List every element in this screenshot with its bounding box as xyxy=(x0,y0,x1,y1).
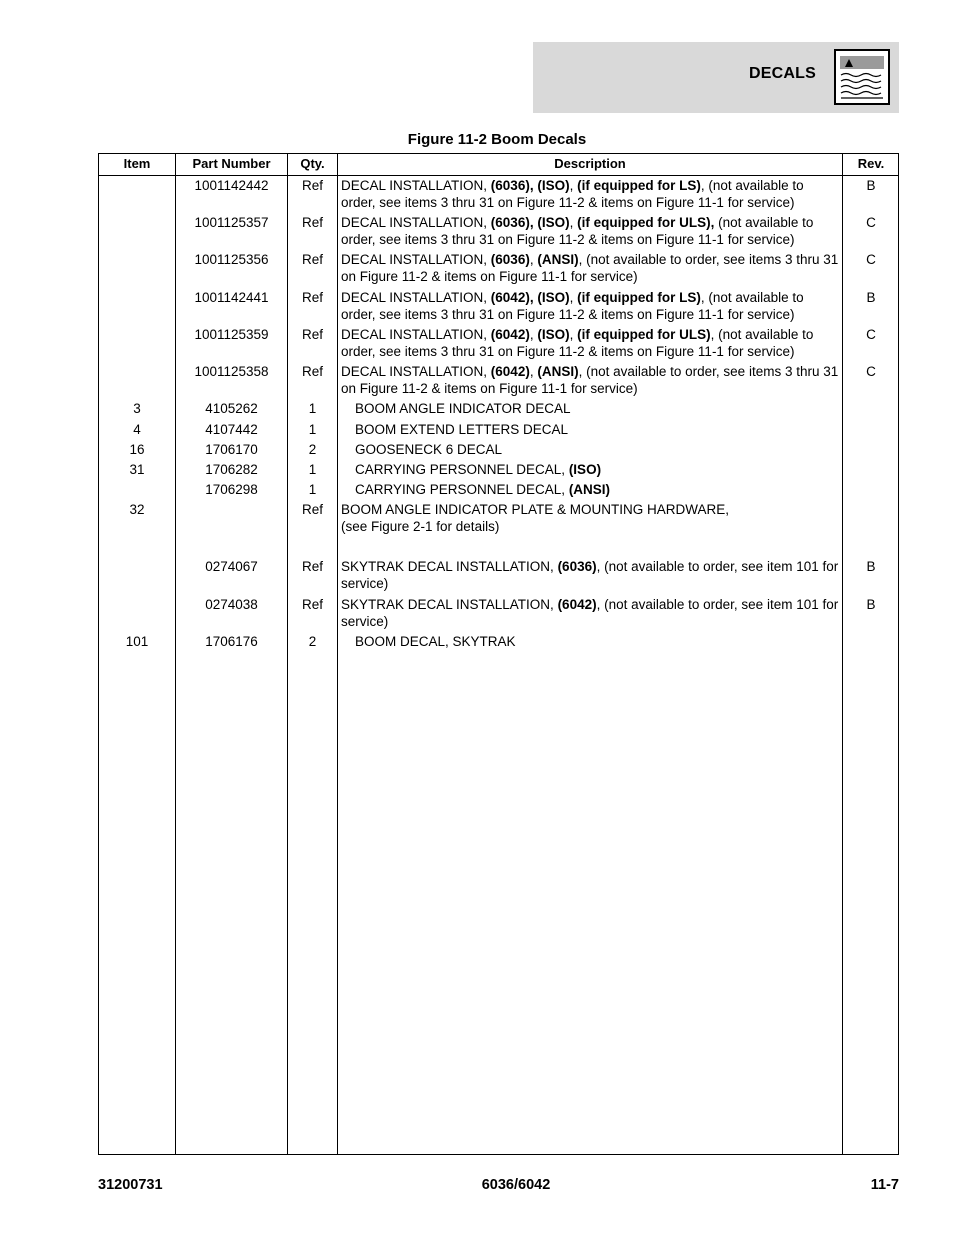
description-text: , xyxy=(569,290,578,305)
item-cell: 3 xyxy=(133,401,141,416)
qty-cell: Ref xyxy=(301,327,323,342)
description-text: DECAL INSTALLATION, xyxy=(341,290,491,305)
description-cell xyxy=(341,177,841,211)
description-text: CARRYING PERSONNEL DECAL, xyxy=(355,482,569,497)
description-text: CARRYING PERSONNEL DECAL, xyxy=(355,462,569,477)
description-emphasis: (6036), (ISO) xyxy=(490,215,570,230)
description-text: , xyxy=(529,327,538,342)
description-text: BOOM DECAL, SKYTRAK xyxy=(355,634,516,649)
qty-cell: Ref xyxy=(301,364,323,379)
header-rev: Rev. xyxy=(857,156,885,171)
column-divider xyxy=(337,154,338,1154)
part-number-cell: 1706170 xyxy=(205,442,258,457)
qty-cell: Ref xyxy=(301,290,323,305)
description-text: , xyxy=(569,327,578,342)
description-text: GOOSENECK 6 DECAL xyxy=(355,442,503,457)
part-number-cell: 1001125357 xyxy=(194,215,269,230)
description-text: (not available to order, see items 3 thru 31 on Figure 11-2 & items on Figure 11-1 for service) xyxy=(341,215,814,247)
description-emphasis: (6042) xyxy=(490,364,530,379)
part-number-cell: 4107442 xyxy=(205,422,258,437)
header-part-number: Part Number xyxy=(192,156,271,171)
table-header-row xyxy=(99,154,898,176)
rev-cell: B xyxy=(866,559,876,574)
description-cell xyxy=(355,441,841,458)
item-cell: 31 xyxy=(129,462,145,477)
description-text: DECAL INSTALLATION, xyxy=(341,327,491,342)
footer-page-number: 11-7 xyxy=(870,1177,899,1193)
description-emphasis: (6036), (ISO) xyxy=(490,178,570,193)
description-cell xyxy=(341,289,841,323)
header-qty: Qty. xyxy=(300,156,325,171)
part-number-cell: 1001125358 xyxy=(194,364,269,379)
item-cell: 101 xyxy=(125,634,149,649)
rev-cell: B xyxy=(866,290,876,305)
item-cell: 4 xyxy=(133,422,141,437)
decal-manual-icon xyxy=(834,49,890,105)
qty-cell: Ref xyxy=(301,252,323,267)
description-emphasis: (ANSI) xyxy=(537,252,579,267)
description-emphasis: (6036) xyxy=(557,559,597,574)
description-text: , (not available to order, see items 3 thru 31 on Figure 11-2 & items on Figure 11-1 for service) xyxy=(341,364,839,396)
part-number-cell: 4105262 xyxy=(205,401,258,416)
part-number-cell: 0274038 xyxy=(205,597,258,612)
description-text: DECAL INSTALLATION, xyxy=(341,178,491,193)
description-text: SKYTRAK DECAL INSTALLATION, xyxy=(341,559,558,574)
section-title: DECALS xyxy=(749,65,816,82)
item-cell: 32 xyxy=(129,502,145,517)
rev-cell: C xyxy=(866,252,876,267)
header-description: Description xyxy=(554,156,626,171)
description-emphasis: (6042) xyxy=(490,327,530,342)
description-emphasis: (ANSI) xyxy=(537,364,579,379)
qty-cell: Ref xyxy=(301,502,323,517)
description-text: , (not available to order, see items 3 thru 31 on Figure 11-2 & items on Figure 11-1 for service) xyxy=(341,290,804,322)
part-number-cell: 1706282 xyxy=(205,462,258,477)
qty-cell: 1 xyxy=(308,401,317,416)
description-text: , (not available to order, see items 3 thru 31 on Figure 11-2 & items on Figure 11-1 for service) xyxy=(341,252,839,284)
description-text: BOOM EXTEND LETTERS DECAL xyxy=(355,422,569,437)
description-cell xyxy=(355,481,841,498)
description-emphasis: (ANSI) xyxy=(568,482,611,497)
description-emphasis: (if equipped for LS) xyxy=(577,290,701,305)
footer-model: 6036/6042 xyxy=(481,1177,551,1193)
description-text: , xyxy=(529,252,538,267)
description-emphasis: (if equipped for ULS), xyxy=(577,215,715,230)
description-cell xyxy=(341,214,841,248)
description-cell xyxy=(341,596,841,630)
qty-cell: Ref xyxy=(301,215,323,230)
description-cell xyxy=(341,501,841,535)
part-number-cell: 1001142442 xyxy=(194,178,269,193)
description-cell xyxy=(355,400,841,417)
description-emphasis: (if equipped for LS) xyxy=(577,178,701,193)
section-header xyxy=(533,42,899,113)
parts-table xyxy=(98,153,899,1155)
description-text: , (not available to order, see item 101 for service) xyxy=(341,597,839,629)
description-text: DECAL INSTALLATION, xyxy=(341,252,491,267)
description-cell xyxy=(341,558,841,592)
rev-cell: B xyxy=(866,178,876,193)
rev-cell: B xyxy=(866,597,876,612)
description-text: DECAL INSTALLATION, xyxy=(341,215,491,230)
item-cell: 16 xyxy=(129,442,145,457)
description-text: BOOM ANGLE INDICATOR DECAL xyxy=(355,401,571,416)
description-text: , xyxy=(569,215,578,230)
description-text: SKYTRAK DECAL INSTALLATION, xyxy=(341,597,558,612)
description-cell xyxy=(355,461,841,478)
qty-cell: 1 xyxy=(308,482,317,497)
part-number-cell: 1706298 xyxy=(205,482,258,497)
description-text: BOOM ANGLE INDICATOR PLATE & MOUNTING HARDWARE, xyxy=(341,502,730,517)
rev-cell: C xyxy=(866,215,876,230)
part-number-cell: 1001125356 xyxy=(194,252,269,267)
header-item: Item xyxy=(123,156,151,171)
description-text: , xyxy=(569,178,578,193)
description-emphasis: (ISO) xyxy=(537,327,570,342)
description-emphasis: (6042), (ISO) xyxy=(490,290,570,305)
qty-cell: 2 xyxy=(308,634,317,649)
description-emphasis: (ISO) xyxy=(568,462,602,477)
description-emphasis: (if equipped for ULS) xyxy=(577,327,711,342)
description-emphasis: (6036) xyxy=(490,252,530,267)
qty-cell: Ref xyxy=(301,559,323,574)
rev-cell: C xyxy=(866,327,876,342)
description-text: , xyxy=(529,364,538,379)
part-number-cell: 1706176 xyxy=(205,634,258,649)
description-text: , (not available to order, see item 101 for service) xyxy=(341,559,839,591)
description-cell xyxy=(355,633,841,650)
part-number-cell: 1001142441 xyxy=(194,290,269,305)
qty-cell: Ref xyxy=(301,597,323,612)
description-text: , (not available to order, see items 3 thru 31 on Figure 11-2 & items on Figure 11-1 for service) xyxy=(341,178,804,210)
description-emphasis: (6042) xyxy=(557,597,597,612)
description-cell xyxy=(355,421,841,438)
footer-doc-number: 31200731 xyxy=(98,1177,163,1193)
qty-cell: 1 xyxy=(308,462,317,477)
description-cell xyxy=(341,251,841,285)
description-cell xyxy=(341,326,841,360)
description-text: , (not available to order, see items 3 thru 31 on Figure 11-2 & items on Figure 11-1 for service) xyxy=(341,327,814,359)
description-text: (see Figure 2-1 for details) xyxy=(341,519,500,534)
figure-title: Figure 11-2 Boom Decals xyxy=(407,131,587,148)
qty-cell: 1 xyxy=(308,422,317,437)
rev-cell: C xyxy=(866,364,876,379)
qty-cell: Ref xyxy=(301,178,323,193)
qty-cell: 2 xyxy=(308,442,317,457)
part-number-cell: 1001125359 xyxy=(194,327,269,342)
part-number-cell: 0274067 xyxy=(205,559,258,574)
description-cell xyxy=(341,363,841,397)
description-text: DECAL INSTALLATION, xyxy=(341,364,491,379)
